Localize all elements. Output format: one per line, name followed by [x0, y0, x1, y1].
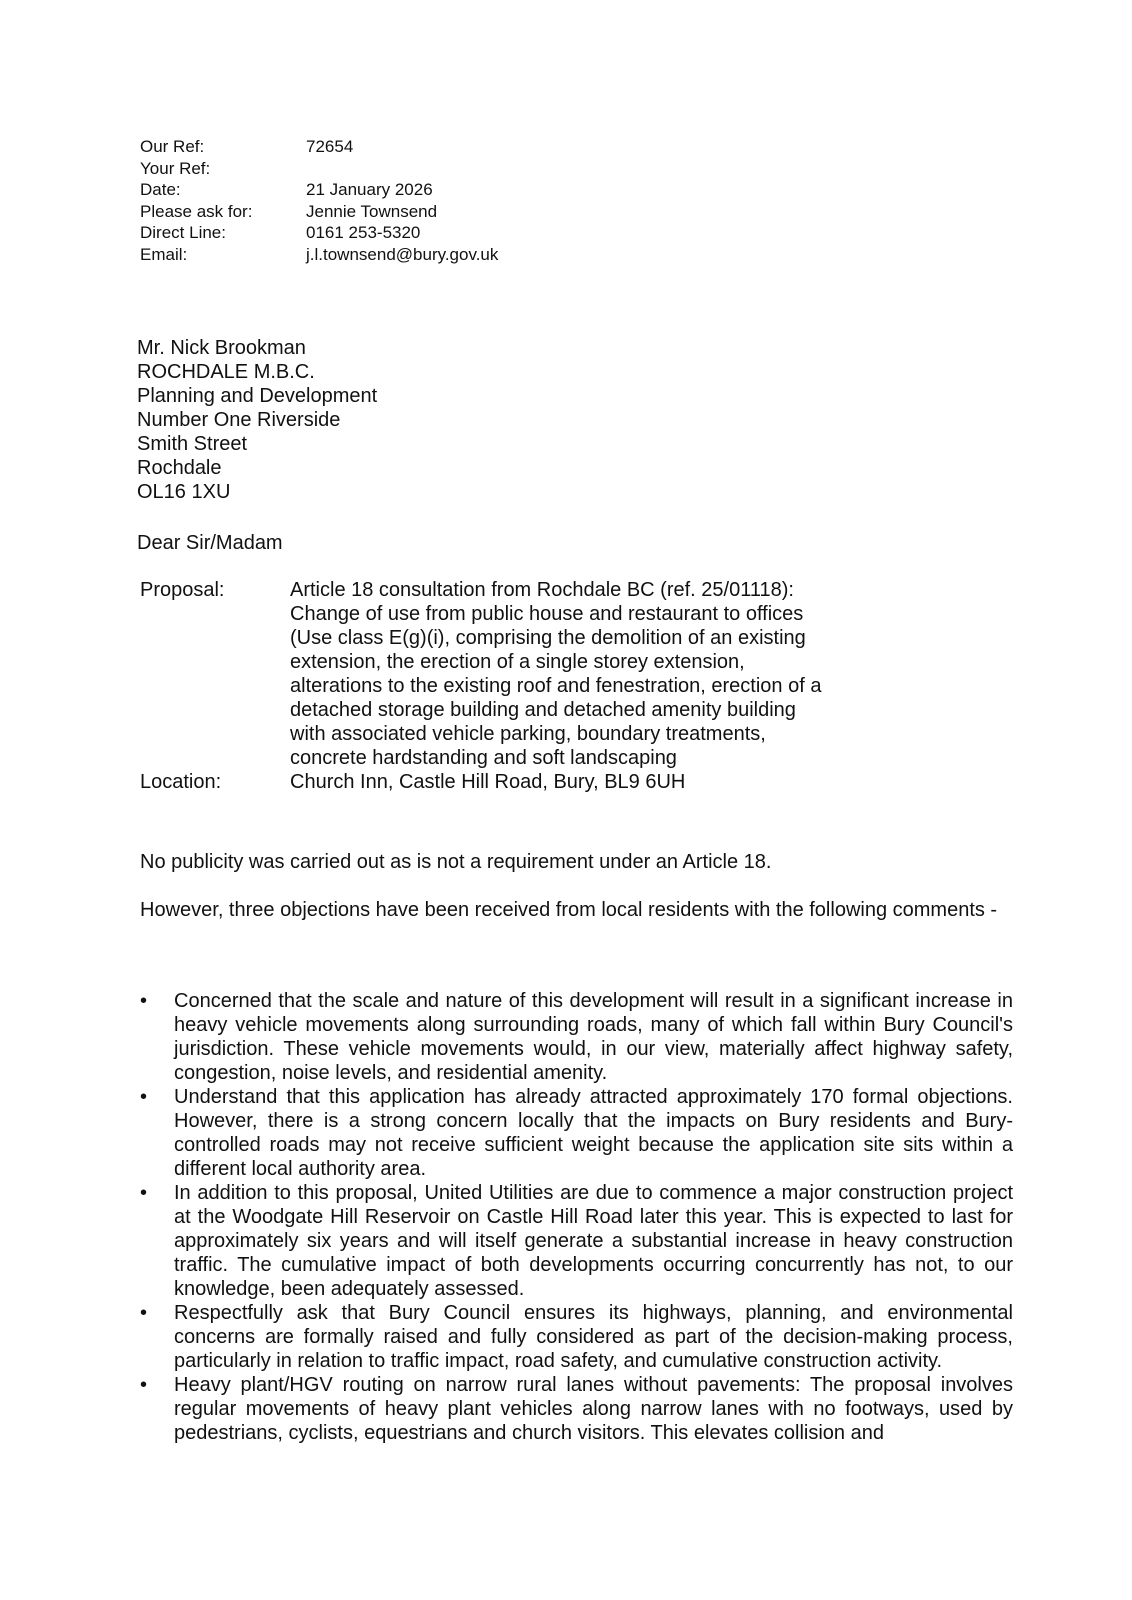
proposal-line: Change of use from public house and restaurant to offices [290, 603, 804, 625]
bullet-marker: • [140, 1086, 148, 1108]
list-item [140, 1181, 1013, 1301]
ref-value: j.l.townsend@bury.gov.uk [306, 244, 499, 264]
address-line: Rochdale [137, 457, 222, 479]
list-item-text: Concerned that the scale and nature of this development will result in a significant increase in heavy vehicle movements along surrounding roads, many of which fall within Bury Council's jurisdiction. These vehicle movements would, in our view, materially affect highway safety, congestion, noise levels, and residential amenity. [174, 990, 1013, 1084]
list-item [140, 1301, 1013, 1373]
proposal-block [140, 578, 890, 794]
ref-label: Direct Line: [140, 223, 226, 242]
proposal-row [140, 578, 890, 770]
address-line: Smith Street [137, 433, 248, 455]
location-value: Church Inn, Castle Hill Road, Bury, BL9 6UH [290, 771, 686, 793]
proposal-line: extension, the erection of a single storey extension, [290, 651, 745, 673]
publicity-paragraph: No publicity was carried out as is not a requirement under an Article 18. [140, 851, 772, 873]
proposal-line: detached storage building and detached amenity building [290, 699, 796, 721]
proposal-label: Proposal: [140, 579, 225, 601]
address-line: ROCHDALE M.B.C. [137, 361, 315, 383]
address-line: Number One Riverside [137, 409, 341, 431]
list-item-text: Respectfully ask that Bury Council ensures its highways, planning, and environmental concerns are formally raised and fully considered as part of the decision-making process, particularly in relation to traffic impact, road safety, and cumulative construction activity. [174, 1302, 1013, 1372]
ref-label: Please ask for: [140, 201, 253, 221]
salutation: Dear Sir/Madam [137, 532, 283, 554]
bullet-marker: • [140, 1302, 148, 1324]
bullet-marker: • [140, 1182, 148, 1204]
list-item-text: Heavy plant/HGV routing on narrow rural lanes without pavements: The proposal involves regular movements of heavy plant vehicles along narrow lanes with no footways, used by pedestrians, cyclists, equestrians and church visitors. This elevates collision and [174, 1374, 1013, 1444]
ref-value: Jennie Townsend [306, 201, 438, 221]
bullet-marker: • [140, 990, 148, 1012]
list-item [140, 1085, 1013, 1181]
location-row [140, 770, 890, 794]
list-item-text: In addition to this proposal, United Utilities are due to commence a major construction project at the Woodgate Hill Reservoir on Castle Hill Road later this year. This is expected to last for approximately six years and will itself generate a substantial increase in heavy construction traffic. The cumulative impact of both developments occurring concurrently has not, to our knowledge, been adequately assessed. [174, 1182, 1013, 1300]
list-item [140, 1373, 1013, 1445]
objection-list [140, 989, 1013, 1445]
proposal-line: Article 18 consultation from Rochdale BC (ref. 25/01118): [290, 579, 794, 601]
list-item [140, 989, 1013, 1085]
ref-row-date [140, 179, 498, 201]
proposal-line: (Use class E(g)(i), comprising the demolition of an existing [290, 627, 806, 649]
proposal-line: with associated vehicle parking, boundary treatments, [290, 723, 766, 745]
bullet-marker: • [140, 1374, 148, 1396]
ref-row-phone [140, 222, 498, 244]
ref-label: Your Ref: [140, 158, 211, 178]
list-item-text: Understand that this application has already attracted approximately 170 formal objections. However, there is a strong concern locally that the impacts on Bury residents and Bury-controlled roads may not receive sufficient weight because the application site sits within a different local authority area. [174, 1086, 1013, 1180]
location-label: Location: [140, 771, 222, 793]
objections-intro: However, three objections have been received from local residents with the following comments - [140, 899, 998, 921]
recipient-address [137, 336, 377, 504]
ref-row-our-ref [140, 136, 498, 158]
proposal-text [290, 578, 890, 770]
ref-value: 0161 253-5320 [306, 223, 421, 242]
proposal-line: concrete hardstanding and soft landscaping [290, 747, 677, 769]
ref-row-email [140, 244, 498, 266]
ref-value: 21 January 2026 [306, 180, 433, 199]
address-line: OL16 1XU [137, 481, 231, 503]
address-line: Mr. Nick Brookman [137, 337, 306, 359]
ref-label: Date: [140, 180, 181, 199]
ref-label: Our Ref: [140, 137, 205, 156]
reference-block [140, 136, 498, 265]
address-line: Planning and Development [137, 385, 378, 407]
ref-row-contact [140, 201, 498, 223]
proposal-line: alterations to the existing roof and fenestration, erection of a [290, 675, 822, 697]
ref-value: 72654 [306, 137, 354, 156]
ref-label: Email: [140, 244, 188, 264]
ref-row-your-ref [140, 158, 498, 180]
